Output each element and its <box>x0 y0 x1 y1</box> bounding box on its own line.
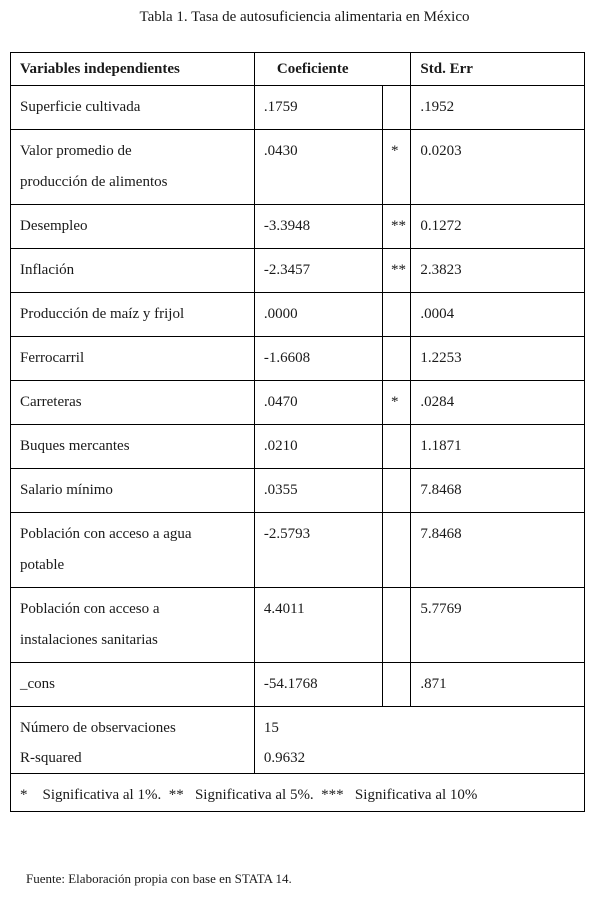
significance-cell: * <box>383 130 411 205</box>
significance-note: * Significativa al 1%. ** Significativa al 5%. *** Significativa al 10% <box>11 774 585 812</box>
variable-label: instalaciones sanitarias <box>20 632 158 648</box>
significance-cell <box>383 469 411 513</box>
variable-label: Salario mínimo <box>20 482 113 498</box>
variable-label: Inflación <box>20 262 75 278</box>
variable-cell <box>11 337 255 381</box>
variable-cell <box>11 588 255 663</box>
stats-labels <box>11 707 255 774</box>
variable-label: potable <box>20 557 65 573</box>
variable-label: _cons <box>20 676 55 692</box>
significance-cell: ** <box>383 205 411 249</box>
variable-cell <box>11 513 255 588</box>
coefficient-cell: -2.5793 <box>254 513 382 588</box>
table-row <box>11 205 585 249</box>
variable-cell <box>11 205 255 249</box>
r2-label: R-squared <box>20 750 82 766</box>
variable-label: Desempleo <box>20 218 88 234</box>
variable-cell <box>11 425 255 469</box>
coefficient-cell: -54.1768 <box>254 663 382 707</box>
variable-cell <box>11 663 255 707</box>
variable-label: Población con acceso a agua <box>20 526 192 542</box>
std-err-cell: .0004 <box>411 293 585 337</box>
table-row <box>11 425 585 469</box>
table-row <box>11 249 585 293</box>
coefficient-cell: 4.4011 <box>254 588 382 663</box>
significance-cell <box>383 86 411 130</box>
variable-cell <box>11 130 255 205</box>
coefficient-cell: -3.3948 <box>254 205 382 249</box>
table-row <box>11 337 585 381</box>
significance-cell <box>383 663 411 707</box>
header-std-err: Std. Err <box>411 53 585 86</box>
table-row <box>11 86 585 130</box>
variable-label: Población con acceso a <box>20 601 160 617</box>
coefficient-cell: -1.6608 <box>254 337 382 381</box>
variable-label: Ferrocarril <box>20 350 85 366</box>
std-err-cell: .871 <box>411 663 585 707</box>
significance-cell <box>383 588 411 663</box>
std-err-cell: 1.2253 <box>411 337 585 381</box>
coefficient-cell: .0470 <box>254 381 382 425</box>
stats-values <box>254 707 584 774</box>
header-coefficient <box>254 53 411 86</box>
table-row <box>11 513 585 588</box>
variable-cell <box>11 293 255 337</box>
significance-cell <box>383 425 411 469</box>
variable-cell <box>11 381 255 425</box>
variable-cell <box>11 249 255 293</box>
table-row <box>11 130 585 205</box>
variable-label: producción de alimentos <box>20 174 168 190</box>
variable-label: Valor promedio de <box>20 143 132 159</box>
significance-cell <box>383 513 411 588</box>
r2-value: 0.9632 <box>263 750 306 766</box>
table-row <box>11 469 585 513</box>
obs-label: Número de observaciones <box>20 720 176 736</box>
table-row <box>11 381 585 425</box>
significance-cell: ** <box>383 249 411 293</box>
coefficient-cell: .0000 <box>254 293 382 337</box>
coefficient-cell: -2.3457 <box>254 249 382 293</box>
table-row <box>11 588 585 663</box>
table-row <box>11 663 585 707</box>
table-title: Tabla 1. Tasa de autosuficiencia alimentaria en México <box>139 9 470 25</box>
significance-cell <box>383 293 411 337</box>
variable-label: Producción de maíz y frijol <box>20 306 185 322</box>
variable-cell <box>11 86 255 130</box>
regression-table <box>10 52 585 812</box>
std-err-cell: 0.0203 <box>411 130 585 205</box>
coefficient-cell: .1759 <box>254 86 382 130</box>
variable-label: Carreteras <box>20 394 82 410</box>
stats-row <box>11 707 585 774</box>
coefficient-cell: .0430 <box>254 130 382 205</box>
variable-cell <box>11 469 255 513</box>
std-err-cell: 7.8468 <box>411 513 585 588</box>
header-row <box>11 53 585 86</box>
std-err-cell: 5.7769 <box>411 588 585 663</box>
coefficient-cell: .0355 <box>254 469 382 513</box>
table-body <box>11 86 585 707</box>
significance-row <box>11 774 585 812</box>
std-err-cell: 1.1871 <box>411 425 585 469</box>
std-err-cell: 2.3823 <box>411 249 585 293</box>
std-err-cell: .0284 <box>411 381 585 425</box>
std-err-cell: 7.8468 <box>411 469 585 513</box>
coefficient-cell: .0210 <box>254 425 382 469</box>
obs-value: 15 <box>263 720 279 736</box>
variable-label: Superficie cultivada <box>20 99 141 115</box>
std-err-cell: .1952 <box>411 86 585 130</box>
std-err-cell: 0.1272 <box>411 205 585 249</box>
source-note: Fuente: Elaboración propia con base en STATA 14. <box>26 871 292 886</box>
variable-label: Buques mercantes <box>20 438 130 454</box>
table-row <box>11 293 585 337</box>
header-variables: Variables independientes <box>11 53 255 86</box>
significance-cell <box>383 337 411 381</box>
header-coefficient-label: Coeficiente <box>276 61 349 77</box>
significance-cell: * <box>383 381 411 425</box>
